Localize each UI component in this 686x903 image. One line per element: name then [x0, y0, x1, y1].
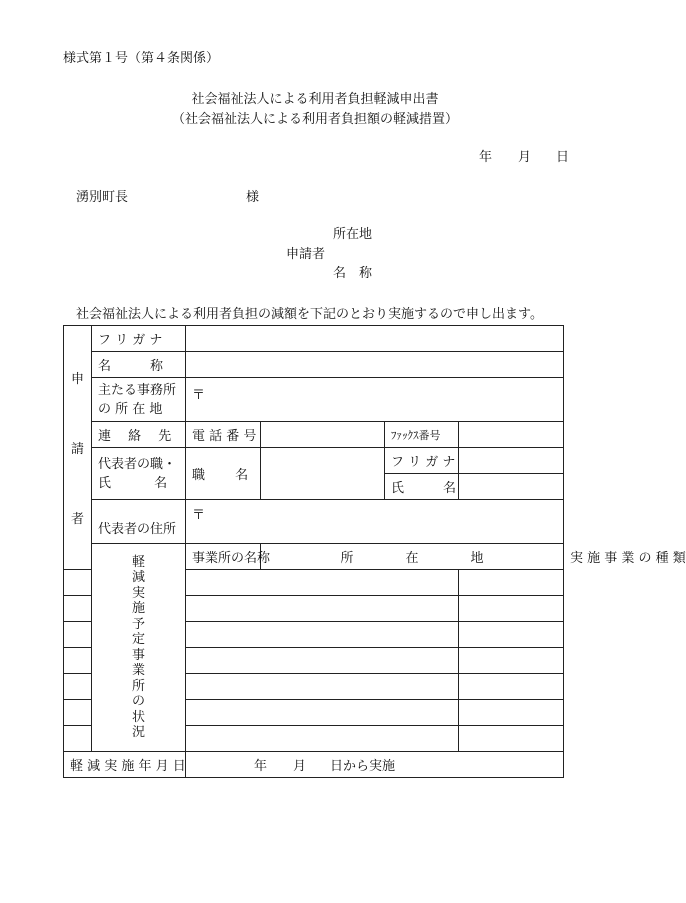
- rep-furigana-label: フ リ ガ ナ: [385, 448, 459, 474]
- location-cell[interactable]: [186, 648, 459, 674]
- applicant-char: 者: [70, 512, 84, 527]
- location-cell[interactable]: [186, 596, 459, 622]
- office-name-cell[interactable]: [64, 596, 92, 622]
- impl-month: 月: [293, 759, 307, 774]
- service-type-cell[interactable]: [459, 596, 564, 622]
- job-title-label: 職 名: [186, 448, 261, 500]
- rep-name-label: 氏 名: [385, 474, 459, 500]
- furigana-field[interactable]: [186, 326, 564, 352]
- rep-address-label: 代表者の住所: [92, 500, 186, 544]
- applicant-char: 請: [70, 442, 84, 457]
- impl-year: 年: [254, 759, 268, 774]
- address-label: 所在地: [333, 227, 373, 242]
- office-name-cell[interactable]: [64, 648, 92, 674]
- furigana-label: フ リ ガ ナ: [92, 326, 186, 352]
- impl-day-suffix: 日から実施: [330, 759, 396, 774]
- date-day-label: 日: [556, 150, 570, 165]
- location-cell[interactable]: [186, 570, 459, 596]
- corp-name-label: 名 称: [92, 352, 186, 378]
- document-title: 社会福祉法人による利用者負担軽減申出書: [191, 92, 439, 107]
- location-cell[interactable]: [186, 700, 459, 726]
- implementation-date-field[interactable]: [186, 752, 564, 778]
- office-address-field[interactable]: [186, 378, 564, 422]
- location-cell[interactable]: [186, 622, 459, 648]
- implementation-date-label: 軽 減 実 施 年 月 日: [64, 752, 186, 778]
- office-name-cell[interactable]: [64, 570, 92, 596]
- fax-label: ﾌｧｯｸｽ番号: [385, 422, 459, 448]
- intro-text: 社会福祉法人による利用者負担の減額を下記のとおり実施するので申し出ます。: [76, 307, 543, 322]
- rep-address-field[interactable]: [186, 500, 564, 544]
- date-month-label: 月: [518, 150, 532, 165]
- corp-name-field[interactable]: [186, 352, 564, 378]
- office-name-cell[interactable]: [64, 726, 92, 752]
- fax-field[interactable]: [459, 422, 564, 448]
- planned-offices-section-label: 軽 減 実 施 予 定 事 業 所 の 状 況: [92, 544, 186, 752]
- service-type-cell[interactable]: [459, 570, 564, 596]
- location-cell[interactable]: [186, 674, 459, 700]
- office-name-cell[interactable]: [64, 674, 92, 700]
- office-name-cell[interactable]: [64, 700, 92, 726]
- phone-label: 電 話 番 号: [186, 422, 261, 448]
- office-name-header: 事業所の名称: [186, 544, 261, 570]
- service-type-cell[interactable]: [459, 648, 564, 674]
- name-label: 名 称: [333, 266, 373, 281]
- location-cell[interactable]: [186, 726, 459, 752]
- rep-furigana-field[interactable]: [459, 448, 564, 474]
- office-address-label: 主たる事務所 の 所 在 地: [92, 378, 186, 422]
- applicant-char: 申: [70, 372, 84, 387]
- contact-label: 連 絡 先: [92, 422, 186, 448]
- document-subtitle: （社会福祉法人による利用者負担額の軽減措置）: [171, 112, 458, 127]
- rep-title-label: 代表者の職・ 氏 名: [92, 448, 186, 500]
- date-year-label: 年: [479, 150, 493, 165]
- honorific: 様: [246, 190, 260, 205]
- phone-field[interactable]: [261, 422, 385, 448]
- addressee: 湧別町長: [76, 190, 129, 205]
- form-number: 様式第１号（第４条関係）: [63, 51, 220, 66]
- postal-mark: 〒: [192, 508, 206, 523]
- office-name-cell[interactable]: [64, 622, 92, 648]
- location-header: 所 在 地: [261, 544, 564, 570]
- service-type-cell[interactable]: [459, 726, 564, 752]
- service-type-cell[interactable]: [459, 674, 564, 700]
- job-title-field[interactable]: [261, 448, 385, 500]
- applicant-section-label: [64, 326, 92, 570]
- applicant-label: 申請者: [286, 247, 326, 262]
- application-form-table: 申 請 者 フ リ ガ ナ 名 称 主たる事務所 の 所 在 地 〒 連 絡 先 電 話 番 号 ﾌｧｯｸｽ番号 代表者の職・ 氏 名 職 名 フ リ ガ ナ 氏 名 代表者の住所 〒 軽 減 実 施 予 定 事 業 所 の 状 況 事業所の名称 所 在 地 実 施 事 業 の 種 類 軽 減 実 施 年 月 日 年 月 日から実施: [63, 325, 564, 778]
- rep-name-field[interactable]: [459, 474, 564, 500]
- service-type-cell[interactable]: [459, 622, 564, 648]
- service-type-cell[interactable]: [459, 700, 564, 726]
- postal-mark: 〒: [192, 388, 206, 403]
